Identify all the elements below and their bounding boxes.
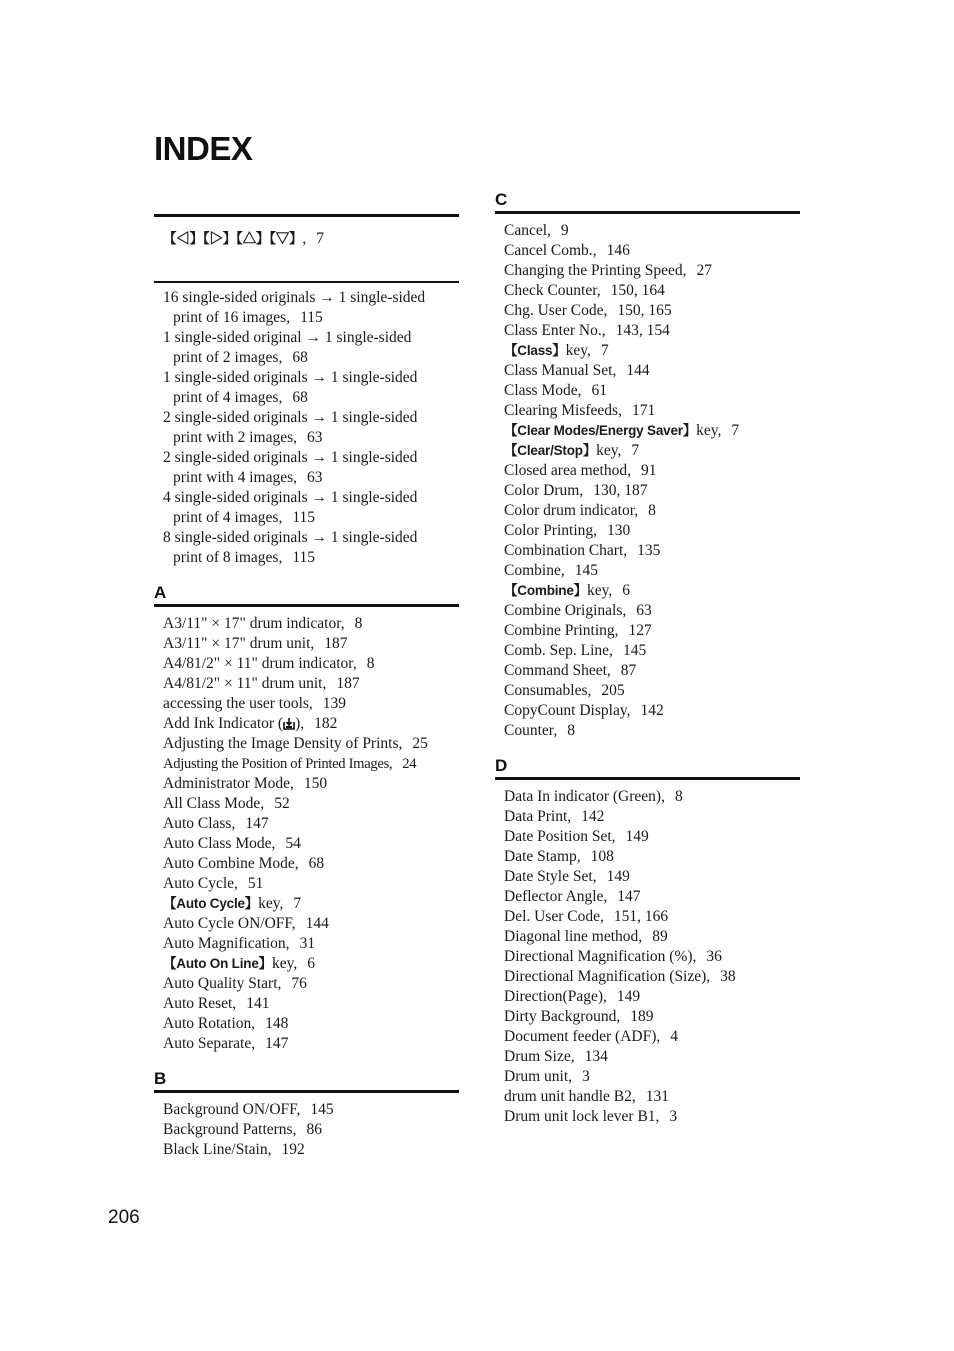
- entry-continuation: [163, 388, 459, 408]
- entry-page: 63: [307, 469, 323, 486]
- index-entry: [504, 241, 800, 261]
- index-entry: [504, 381, 800, 401]
- entry-text: CopyCount Display,: [504, 702, 631, 719]
- section-letter-c: C: [495, 190, 508, 209]
- entry-page: 3: [582, 1068, 590, 1085]
- index-entry: [163, 874, 459, 894]
- entry-page: 91: [640, 462, 657, 479]
- entry-text: Class Manual Set,: [504, 362, 617, 379]
- entry-page: 108: [590, 848, 614, 865]
- entry-page: 38: [720, 968, 736, 985]
- index-entry: [163, 974, 459, 994]
- entry-text: Document feeder (ADF),: [504, 1028, 661, 1045]
- entry-text: print of 4 images,: [173, 389, 283, 406]
- entry-continuation: [163, 468, 459, 488]
- entry-continuation: [163, 508, 459, 528]
- index-entry: [504, 1067, 800, 1087]
- entry-text: Color Printing,: [504, 522, 598, 539]
- index-entry: [163, 694, 459, 714]
- entry-page: 54: [285, 835, 301, 852]
- index-entry: [163, 1140, 459, 1160]
- index-entry: [504, 701, 800, 721]
- entry-text: Del. User Code,: [504, 908, 604, 925]
- entry-page: 68: [308, 855, 325, 872]
- entry-page: 8: [674, 788, 683, 805]
- entry-page: 6: [307, 955, 315, 972]
- index-entry: [504, 1107, 800, 1127]
- entry-page: 76: [291, 975, 307, 992]
- key-label: 【Combine】: [504, 583, 587, 598]
- entry-text: drum unit handle B2,: [504, 1088, 636, 1105]
- index-entry: [504, 561, 800, 581]
- entry-text: Drum unit lock lever B1,: [504, 1108, 660, 1125]
- key-label: 【Clear Modes/Energy Saver】: [504, 423, 697, 438]
- entry-text: Deflector Angle,: [504, 888, 608, 905]
- index-entry: [504, 541, 800, 561]
- index-entry: [504, 461, 800, 481]
- entry-page: 205: [601, 682, 625, 699]
- entry-continuation: [163, 548, 459, 568]
- entry-page: 189: [630, 1008, 654, 1025]
- entry-page: 143, 154: [615, 322, 670, 339]
- index-entry: [504, 421, 800, 441]
- index-entry: [163, 328, 459, 368]
- entry-page: 63: [636, 602, 652, 619]
- key-label: 【Auto On Line】: [163, 956, 272, 971]
- entry-text: Auto Reset,: [163, 995, 237, 1012]
- entry-text: Directional Magnification (%),: [504, 948, 697, 965]
- entry-page: 150, 165: [617, 302, 672, 319]
- entry-text: print with 4 images,: [173, 469, 297, 486]
- index-entry: [163, 894, 459, 914]
- entry-page: 144: [305, 915, 329, 932]
- entry-text: key,: [596, 442, 622, 459]
- index-entry: [504, 501, 800, 521]
- entry-text: Auto Class Mode,: [163, 835, 276, 852]
- entry-text: Cancel,: [504, 222, 551, 239]
- entry-page: 127: [628, 622, 652, 639]
- index-entry: [504, 341, 800, 361]
- index-column-left: [154, 214, 459, 1160]
- entry-page: 150, 164: [610, 282, 665, 299]
- index-entry: [163, 1100, 459, 1120]
- index-entry: [163, 754, 459, 774]
- entry-page: 115: [292, 509, 316, 526]
- index-entry: [504, 261, 800, 281]
- entry-text: Clearing Misfeeds,: [504, 402, 622, 419]
- index-entry: [163, 654, 459, 674]
- entry-text: Auto Cycle ON/OFF,: [163, 915, 296, 932]
- entry-text: Cancel Comb.,: [504, 242, 597, 259]
- index-entry: [504, 947, 800, 967]
- index-entry: [504, 601, 800, 621]
- entry-text: A3/11" × 17" drum indicator,: [163, 615, 345, 632]
- entry-page: 135: [637, 542, 661, 559]
- key-label: 【Class】: [504, 343, 566, 358]
- entry-text: Auto Class,: [163, 815, 236, 832]
- index-entry: [504, 967, 800, 987]
- entry-text: 1 single-sided original → 1 single-sided: [163, 329, 412, 346]
- index-entry: [163, 914, 459, 934]
- index-entry: [504, 301, 800, 321]
- index-entry: [504, 481, 800, 501]
- entry-text: Date Stamp,: [504, 848, 581, 865]
- index-entry: [163, 834, 459, 854]
- entry-text: Drum Size,: [504, 1048, 575, 1065]
- entry-text: Comb. Sep. Line,: [504, 642, 613, 659]
- section-letter-b: B: [154, 1069, 167, 1088]
- entry-page: 36: [706, 948, 722, 965]
- index-entry: [504, 827, 800, 847]
- entry-page: 3: [669, 1108, 678, 1125]
- entry-text: 2 single-sided originals → 1 single-sided: [163, 409, 418, 426]
- entry-text: 16 single-sided originals → 1 single-sided: [163, 289, 426, 306]
- entry-page: 171: [631, 402, 656, 419]
- entry-text: Background ON/OFF,: [163, 1101, 301, 1118]
- entry-text: Auto Quality Start,: [163, 975, 282, 992]
- entry-page: 145: [622, 642, 647, 659]
- entry-page: 142: [581, 808, 605, 825]
- entry-text: accessing the user tools,: [163, 695, 313, 712]
- page-number: 206: [108, 1207, 140, 1228]
- entry-page: 8: [567, 722, 575, 739]
- index-entry: [163, 634, 459, 654]
- index-entry: [504, 581, 800, 601]
- index-entry: [163, 674, 459, 694]
- entry-continuation: [163, 308, 459, 328]
- entry-text: Data Print,: [504, 808, 572, 825]
- index-entry: [504, 1047, 800, 1067]
- entry-page: 9: [560, 222, 569, 239]
- entries-list-a: [154, 614, 459, 1054]
- entry-text: key,: [696, 422, 722, 439]
- entry-page: 130: [607, 522, 631, 539]
- index-entry: [504, 641, 800, 661]
- entry-page: 149: [606, 868, 630, 885]
- entry-text: Color Drum,: [504, 482, 584, 499]
- entry-page: 192: [281, 1141, 305, 1158]
- entry-text: Auto Magnification,: [163, 935, 290, 952]
- entry-text: Date Position Set,: [504, 828, 616, 845]
- add-ink-icon: [283, 717, 295, 730]
- entry-page: 68: [292, 349, 308, 366]
- entry-text: print of 8 images,: [173, 549, 283, 566]
- entry-text: Direction(Page),: [504, 988, 607, 1005]
- entry-text: Auto Cycle,: [163, 875, 238, 892]
- entry-page: 8: [648, 502, 656, 519]
- entry-page: 130, 187: [593, 482, 648, 499]
- entry-text: Color drum indicator,: [504, 502, 639, 519]
- index-entry: [163, 934, 459, 954]
- entry-page: 86: [306, 1121, 322, 1138]
- index-entry: [163, 714, 459, 734]
- entries-list-c: [495, 221, 800, 741]
- numeric-entries-list: [154, 288, 459, 568]
- index-entry: [163, 408, 459, 448]
- entries-list-b: [154, 1100, 459, 1160]
- arrow-keys-entry: 【◁】【▷】【△】【▽】, 7: [163, 230, 324, 247]
- entry-continuation: [163, 428, 459, 448]
- entry-text: Directional Magnification (Size),: [504, 968, 711, 985]
- entry-page: 150: [303, 775, 328, 792]
- entry-text: All Class Mode,: [163, 795, 265, 812]
- section-letter-a: A: [154, 583, 167, 602]
- index-entry: [163, 528, 459, 568]
- entry-page: 7: [600, 342, 609, 359]
- entry-text: Combination Chart,: [504, 542, 628, 559]
- entry-text: print of 16 images,: [173, 309, 291, 326]
- entry-text: Chg. User Code,: [504, 302, 608, 319]
- entry-page: 63: [307, 429, 323, 446]
- entry-page: 115: [292, 549, 316, 566]
- entry-page: 148: [265, 1015, 289, 1032]
- index-entry: [504, 847, 800, 867]
- index-entry: [504, 361, 800, 381]
- entry-page: 131: [645, 1088, 669, 1105]
- entry-text: A4/81/2" × 11" drum indicator,: [163, 655, 357, 672]
- entry-text: Class Enter No.,: [504, 322, 606, 339]
- entry-page: 187: [336, 675, 360, 692]
- index-entry: [504, 987, 800, 1007]
- section-letter-d: D: [495, 756, 508, 775]
- entry-text: Consumables,: [504, 682, 592, 699]
- index-column-right: [495, 189, 800, 1127]
- index-entry: [163, 854, 459, 874]
- index-entry: [504, 807, 800, 827]
- index-entry: [163, 994, 459, 1014]
- index-entry: [163, 1014, 459, 1034]
- entry-page: 144: [626, 362, 650, 379]
- entry-page: 115: [300, 309, 323, 326]
- entry-text: Combine Printing,: [504, 622, 619, 639]
- entry-text: 8 single-sided originals → 1 single-sided: [163, 529, 418, 546]
- entry-text: Auto Combine Mode,: [163, 855, 299, 872]
- entry-text: print of 4 images,: [173, 509, 283, 526]
- index-entry: [504, 441, 800, 461]
- entry-text: Add Ink Indicator (: [163, 715, 284, 732]
- entry-page: 61: [591, 382, 607, 399]
- index-entry: [504, 521, 800, 541]
- entry-page: 147: [617, 888, 641, 905]
- entry-text: Auto Rotation,: [163, 1015, 256, 1032]
- entry-text: 2 single-sided originals → 1 single-sided: [163, 449, 418, 466]
- index-entry: [504, 621, 800, 641]
- index-entry: [504, 887, 800, 907]
- entry-text: Data In indicator (Green),: [504, 788, 665, 805]
- entry-text: Counter,: [504, 722, 558, 739]
- entry-text: Combine,: [504, 562, 565, 579]
- entry-text: key,: [258, 895, 284, 912]
- entry-page: 145: [574, 562, 598, 579]
- index-entry: [504, 721, 800, 741]
- entry-page: 8: [354, 615, 363, 632]
- entry-text: Adjusting the Position of Printed Images,: [163, 756, 393, 772]
- index-entry: [504, 867, 800, 887]
- entry-page: 146: [606, 242, 630, 259]
- entry-text: Command Sheet,: [504, 662, 611, 679]
- index-entry: [504, 401, 800, 421]
- entry-page: 147: [245, 815, 269, 832]
- arrow-keys-group: [154, 229, 459, 249]
- key-label: 【Clear/Stop】: [504, 443, 597, 458]
- entry-page: 141: [246, 995, 270, 1012]
- entry-page: 182: [314, 715, 338, 732]
- entry-page: 151, 166: [613, 908, 669, 925]
- index-entry: [163, 614, 459, 634]
- entry-page: 187: [324, 635, 348, 652]
- entry-page: 52: [274, 795, 290, 812]
- index-entry: [504, 1027, 800, 1047]
- entry-continuation: [163, 348, 459, 368]
- entry-text: Adjusting the Image Density of Prints,: [163, 735, 403, 752]
- entry-page: 145: [310, 1101, 334, 1118]
- entry-page: 8: [366, 655, 375, 672]
- index-entry: [504, 321, 800, 341]
- entry-page: 51: [247, 875, 264, 892]
- key-label: 【Auto Cycle】: [163, 896, 259, 911]
- entry-text: Drum unit,: [504, 1068, 573, 1085]
- entry-page: 4: [670, 1028, 678, 1045]
- index-entry: [504, 907, 800, 927]
- index-entry: [163, 488, 459, 528]
- entry-text: Date Style Set,: [504, 868, 597, 885]
- entry-text: Diagonal line method,: [504, 928, 643, 945]
- entry-text: Administrator Mode,: [163, 775, 294, 792]
- entry-page: 24: [402, 756, 417, 772]
- entry-page: 68: [292, 389, 308, 406]
- entry-text: A3/11" × 17" drum unit,: [163, 635, 315, 652]
- entries-list-d: [495, 787, 800, 1127]
- index-entry: [504, 927, 800, 947]
- index-entry: [163, 794, 459, 814]
- entry-text: key,: [271, 955, 298, 972]
- index-entry: [163, 774, 459, 794]
- entry-text: Check Counter,: [504, 282, 601, 299]
- entry-text: Background Patterns,: [163, 1121, 297, 1138]
- index-entry: [163, 1034, 459, 1054]
- entry-text: Combine Originals,: [504, 602, 627, 619]
- index-entry: [504, 681, 800, 701]
- entry-text: Closed area method,: [504, 462, 631, 479]
- index-entry: [163, 1120, 459, 1140]
- entry-text: print of 2 images,: [173, 349, 283, 366]
- entry-page: 149: [625, 828, 649, 845]
- entry-page: 87: [620, 662, 637, 679]
- entry-text: key,: [586, 582, 613, 599]
- index-entry: [504, 1007, 800, 1027]
- index-entry: [504, 1087, 800, 1107]
- entry-page: 7: [731, 422, 740, 439]
- entry-text-after: ),: [295, 715, 305, 732]
- index-entry: [163, 814, 459, 834]
- index-entry: [163, 734, 459, 754]
- entry-text: Changing the Printing Speed,: [504, 262, 687, 279]
- entry-text: A4/81/2" × 11" drum unit,: [163, 675, 327, 692]
- entry-text: key,: [565, 342, 591, 359]
- index-entry: [163, 368, 459, 408]
- entry-text: print with 2 images,: [173, 429, 297, 446]
- entry-page: 7: [293, 895, 302, 912]
- entry-text: 4 single-sided originals → 1 single-sided: [163, 489, 418, 506]
- entry-page: 31: [299, 935, 316, 952]
- page-title: INDEX: [154, 130, 253, 167]
- entry-text: Dirty Background,: [504, 1008, 621, 1025]
- index-entry: [163, 448, 459, 488]
- entry-page: 6: [622, 582, 630, 599]
- entry-page: 7: [631, 442, 640, 459]
- index-entry: [163, 954, 459, 974]
- entry-page: 27: [696, 262, 713, 279]
- entry-page: 25: [412, 735, 428, 752]
- entry-text: 1 single-sided originals → 1 single-sided: [163, 369, 418, 386]
- entry-page: 134: [584, 1048, 608, 1065]
- entry-text: Auto Separate,: [163, 1035, 256, 1052]
- entry-page: 89: [652, 928, 668, 945]
- entry-page: 139: [322, 695, 347, 712]
- entry-text: Black Line/Stain,: [163, 1141, 272, 1158]
- entry-page: 147: [265, 1035, 289, 1052]
- entry-page: 142: [640, 702, 664, 719]
- index-entry: [163, 288, 459, 328]
- index-entry: [504, 221, 800, 241]
- index-entry: [504, 281, 800, 301]
- index-entry: [504, 787, 800, 807]
- arrow-keys-label: 【◁】【▷】【△】【▽】: [163, 231, 303, 246]
- index-entry: [504, 661, 800, 681]
- entry-text: Class Mode,: [504, 382, 582, 399]
- entry-page: 149: [616, 988, 641, 1005]
